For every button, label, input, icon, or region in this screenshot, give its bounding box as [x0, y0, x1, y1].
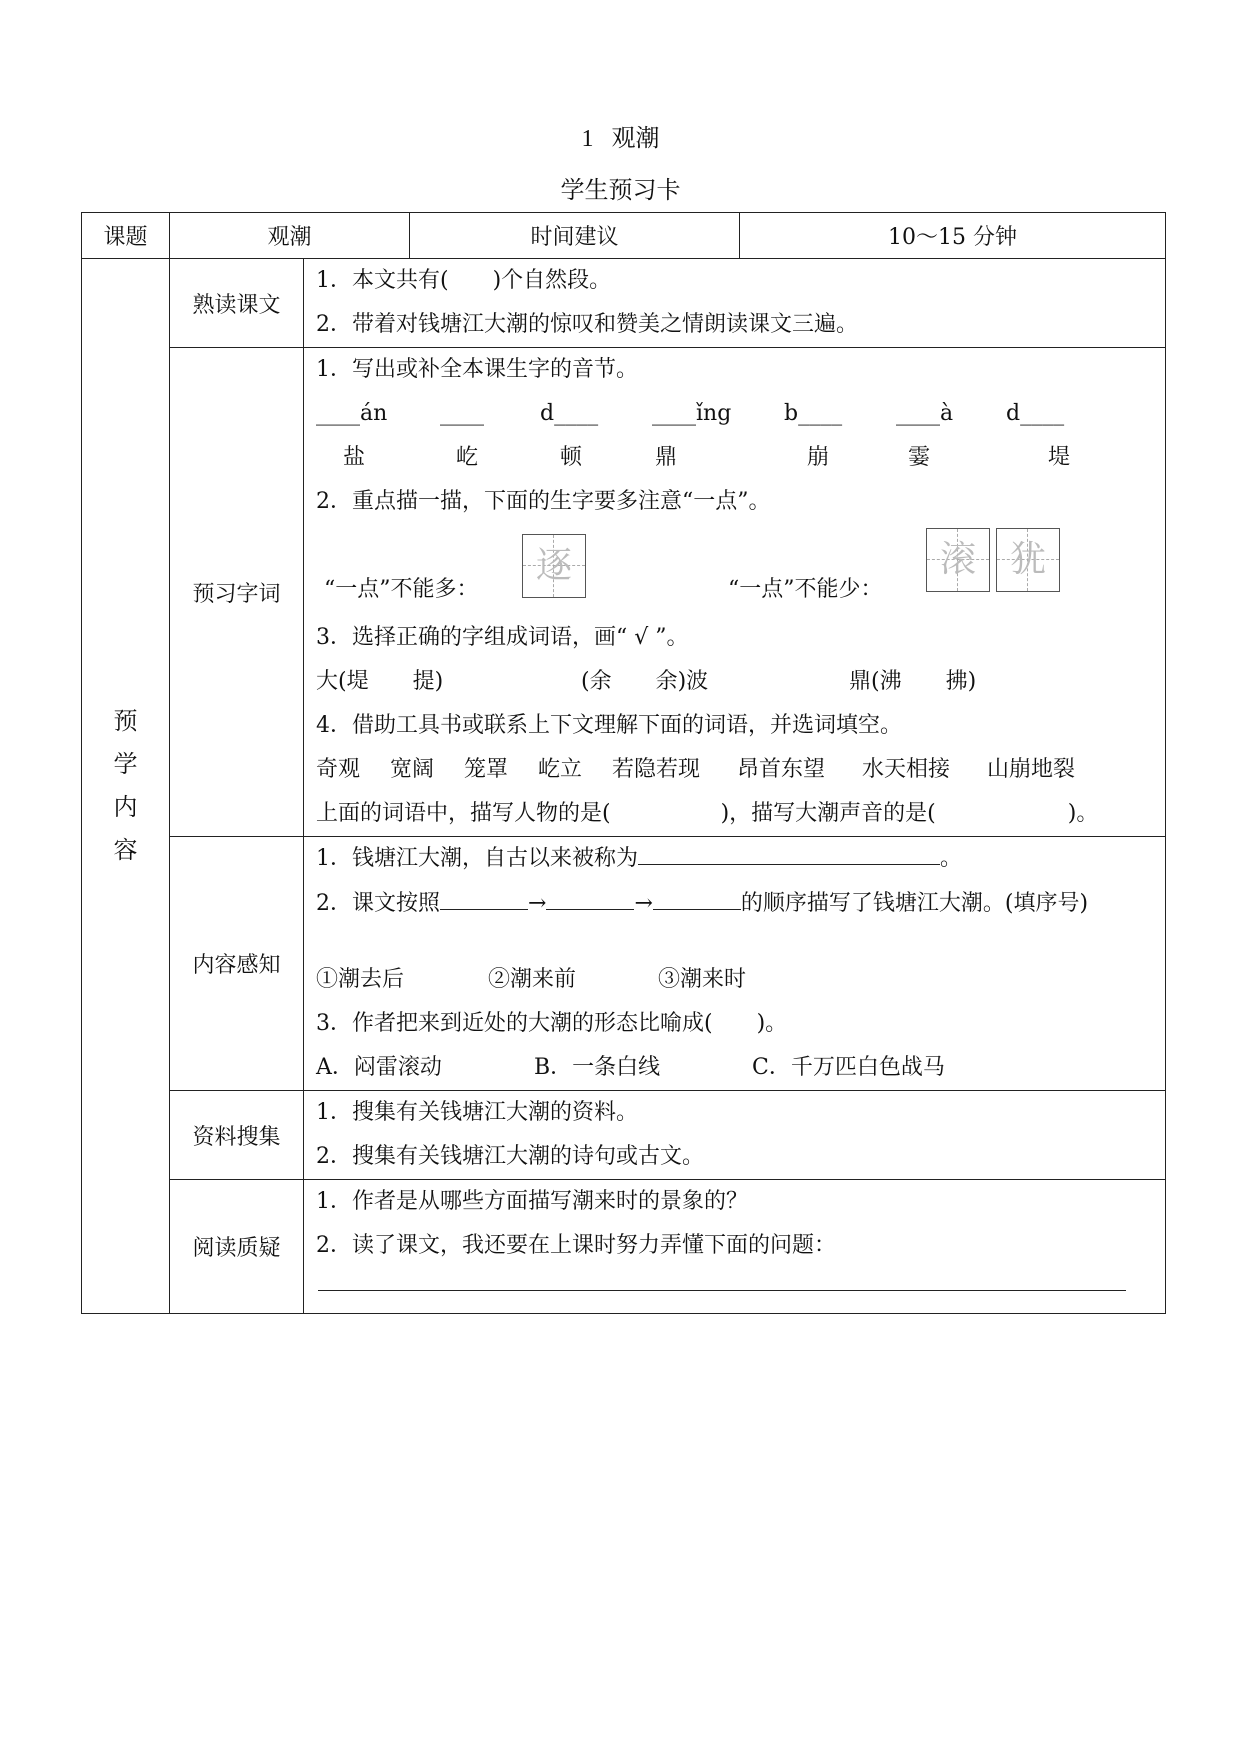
vocab-word: 水天相接 — [862, 757, 951, 782]
trace-box[interactable] — [996, 528, 1060, 592]
pinyin-blank[interactable]: ____à — [896, 401, 954, 426]
questions-content — [304, 1180, 1166, 1314]
research-row — [82, 1091, 1166, 1180]
dot-less-label: “一点”不能少： — [728, 577, 883, 602]
trace-char: 逐 — [535, 545, 572, 586]
words-row — [82, 348, 1166, 837]
vocab-word: 屹立 — [538, 757, 583, 782]
order-option: ③潮来时 — [658, 967, 747, 992]
topic-label: 课题 — [82, 213, 170, 259]
words-fill[interactable]: 上面的词语中，描写人物的是( )，描写大潮声音的是( )。 — [316, 801, 1099, 826]
abc-options-row — [316, 1046, 1155, 1090]
words-content — [304, 348, 1166, 837]
pinyin-blank[interactable]: d____ — [1006, 401, 1065, 426]
reading-row — [82, 259, 1166, 348]
pinyin-blank[interactable]: ____án — [316, 401, 388, 426]
pinyin-blank[interactable]: d____ — [540, 401, 599, 426]
side-label-char: 内 — [113, 793, 138, 821]
abc-option[interactable]: B．一条白线 — [534, 1055, 661, 1080]
arrow-icon: → — [528, 891, 547, 916]
content-item1-text: 1．钱塘江大潮，自古以来被称为 — [316, 846, 638, 871]
content-item2-end: 的顺序描写了钱塘江大潮。(填序号) — [740, 891, 1089, 916]
order-option: ①潮去后 — [316, 967, 405, 992]
pinyin-row — [316, 392, 1155, 436]
card-title: 学生预习卡 — [560, 176, 681, 204]
content-item1-end: 。 — [940, 846, 963, 871]
trace-box-group-less — [926, 528, 1066, 592]
question-item: 1．作者是从哪些方面描写潮来时的景象的？ — [316, 1189, 748, 1214]
questions-row — [82, 1180, 1166, 1314]
abc-option[interactable]: C．千万匹白色战马 — [752, 1055, 945, 1080]
char: 堤 — [1048, 445, 1071, 470]
trace-char: 滚 — [939, 539, 976, 580]
trace-box[interactable] — [522, 534, 586, 598]
trace-char: 犹 — [1009, 539, 1046, 580]
order-option: ②潮来前 — [488, 967, 577, 992]
content-item3: 3．作者把来到近处的大潮的形态比喻成( )。 — [316, 1011, 788, 1036]
vocab-word: 若隐若现 — [612, 757, 701, 782]
lesson-number: 1 — [581, 126, 594, 152]
abc-option[interactable]: A．闷雷滚动 — [316, 1055, 442, 1080]
char: 崩 — [807, 445, 830, 470]
answer-blank[interactable] — [546, 889, 634, 910]
vocab-word: 山崩地裂 — [987, 757, 1076, 782]
side-label — [82, 259, 170, 1314]
topic-value: 观潮 — [170, 213, 410, 259]
pinyin-blank[interactable]: b____ — [784, 401, 843, 426]
trace-row — [316, 524, 1155, 616]
trace-box[interactable] — [926, 528, 990, 592]
answer-blank[interactable] — [638, 844, 940, 865]
side-label-char: 预 — [113, 707, 138, 735]
char: 鼎 — [655, 445, 678, 470]
char: 屹 — [456, 445, 479, 470]
order-options-row — [316, 958, 1155, 1002]
research-item: 2．搜集有关钱塘江大潮的诗句或古文。 — [316, 1144, 704, 1169]
time-label: 时间建议 — [410, 213, 740, 259]
trace-box-group-more — [522, 534, 592, 598]
answer-blank[interactable] — [653, 889, 741, 910]
answer-blank[interactable] — [440, 889, 528, 910]
time-value: 10～15 分钟 — [740, 213, 1166, 259]
char: 顿 — [560, 445, 583, 470]
pinyin-blank[interactable]: ____ǐng — [652, 401, 732, 426]
choice-option[interactable]: 大(堤 提) — [316, 669, 444, 694]
vocab-word: 笼罩 — [464, 757, 509, 782]
section-label-questions: 阅读质疑 — [170, 1180, 304, 1314]
vocab-word: 昂首东望 — [737, 757, 826, 782]
section-label-research: 资料搜集 — [170, 1091, 304, 1180]
words-item4: 4．借助工具书或联系上下文理解下面的词语，并选词填空。 — [316, 713, 902, 738]
choices-row — [316, 660, 1155, 704]
side-label-char: 学 — [113, 750, 138, 778]
vocab-word: 宽阔 — [390, 757, 435, 782]
side-label-char: 容 — [113, 836, 138, 864]
content-item2 — [316, 881, 1155, 958]
page-title — [0, 118, 1241, 153]
answer-line[interactable] — [318, 1290, 1126, 1291]
chars-row — [316, 436, 1155, 480]
words-item2: 2．重点描一描，下面的生字要多注意“一点”。 — [316, 489, 771, 514]
content-item1 — [316, 837, 1155, 881]
research-item: 1．搜集有关钱塘江大潮的资料。 — [316, 1100, 638, 1125]
dot-more-label: “一点”不能多： — [324, 577, 479, 602]
preview-card-table — [81, 212, 1166, 1314]
question-answer-area[interactable] — [316, 1268, 1155, 1304]
choice-option[interactable]: 鼎(沸 拂) — [849, 669, 977, 694]
char: 盐 — [343, 445, 366, 470]
question-item: 2．读了课文，我还要在上课时努力弄懂下面的问题： — [316, 1233, 836, 1258]
words-item3: 3．选择正确的字组成词语，画“ √ ”。 — [316, 625, 689, 650]
header-row — [82, 213, 1166, 259]
content-item2-text: 2．课文按照 — [316, 891, 440, 916]
vocab-word: 奇观 — [316, 757, 361, 782]
reading-item: 2．带着对钱塘江大潮的惊叹和赞美之情朗读课文三遍。 — [316, 312, 858, 337]
lesson-title: 观潮 — [611, 124, 660, 152]
content-content — [304, 837, 1166, 1091]
section-label-content: 内容感知 — [170, 837, 304, 1091]
reading-item: 1．本文共有( )个自然段。 — [316, 268, 612, 293]
reading-content — [304, 259, 1166, 348]
section-label-words: 预习字词 — [170, 348, 304, 837]
choice-option[interactable]: (余 余)波 — [581, 669, 709, 694]
vocab-row — [316, 748, 1155, 792]
char: 霎 — [908, 445, 931, 470]
pinyin-blank[interactable]: ____ — [440, 401, 484, 426]
arrow-icon: → — [634, 891, 653, 916]
content-row — [82, 837, 1166, 1091]
research-content — [304, 1091, 1166, 1180]
words-item1: 1．写出或补全本课生字的音节。 — [316, 357, 638, 382]
section-label-reading: 熟读课文 — [170, 259, 304, 348]
